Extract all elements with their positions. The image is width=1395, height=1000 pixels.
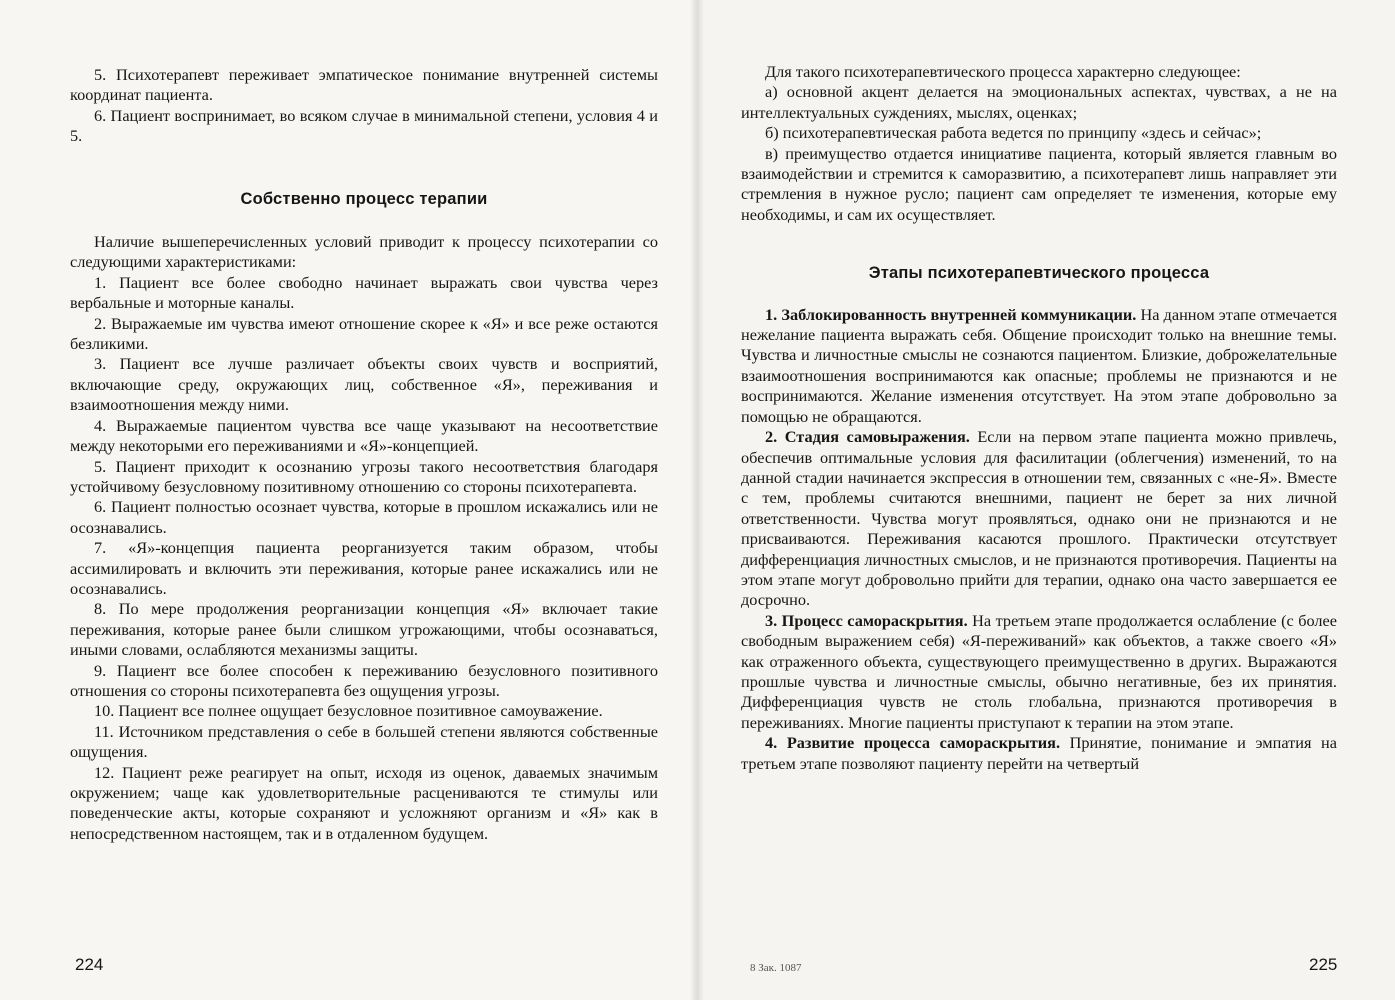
list-item: 12. Пациент реже реагирует на опыт, исходя из оценок, даваемых значимым окружением; чаще как удовлетворительные расцениваются те стимулы или поведенческие акты, которые сохраняют и усложняют организм и «Я» как в непосредственном настоящем, так и в отдаленном будущем. — [70, 762, 658, 843]
list-item: 10. Пациент все полнее ощущает безусловное позитивное самоуважение. — [94, 701, 603, 721]
page-number: 225 — [1309, 955, 1338, 974]
stage-title: 4. Развитие процесса самораскрытия. — [765, 733, 1061, 753]
paragraph: Для такого психотерапевтического процесса характерно следующее: — [765, 62, 1241, 81]
print-signature: 8 Зак. 1087 — [750, 962, 802, 974]
list-item: 1. Пациент все более свободно начинает выражать свои чувства через вербальные и моторные каналы. — [70, 272, 658, 313]
stage-text: На данном этапе отмечается нежелание пациента выражать себя. Общение происходит только на внешние темы. Чувства и личностные смыслы не сознаются пациентом. Близкие, доброжелательные взаимоотношения воспринимаются как опасные; проблемы не признаются и не воспринимаются. Желание изменения отсутствует. На этом этапе добровольно за помощью не обращаются. — [741, 304, 1337, 426]
left-text-column — [70, 65, 658, 844]
stage-paragraph — [741, 733, 1337, 774]
left-page — [0, 0, 697, 1000]
list-item: 9. Пациент все более способен к переживанию безусловного позитивного отношения со стороны психотерапевта без ощущения угрозы. — [70, 660, 658, 700]
section-heading: Собственно процесс терапии — [240, 189, 488, 208]
list-item: 4. Выражаемые пациентом чувства все чаще указывают на несоответствие между некоторыми его переживаниями и «Я»-концепцией. — [70, 415, 658, 456]
list-item: б) психотерапевтическая работа ведется по принципу «здесь и сейчас»; — [765, 123, 1262, 143]
list-item: 8. По мере продолжения реорганизации концепция «Я» включает такие переживания, которые ранее были слишком угрожающими, чтобы осознаваться, иными словами, ослабляются механизмы защиты. — [70, 599, 658, 660]
paragraph: 6. Пациент воспринимает, во всяком случае в минимальной степени, условия 4 и 5. — [70, 105, 658, 146]
stage-text: Принятие, понимание и эмпатия на третьем этапе позволяют пациенту перейти на четвертый — [741, 733, 1337, 773]
right-text-column — [741, 62, 1337, 774]
page-number: 224 — [75, 955, 104, 974]
stage-text: На третьем этапе продолжается ослабление (с более свободным выражением себя) «Я-переживаний» как объектов, а также своего «Я» как отраженного объекта, существующего преимущественно в других. Выражаются прошлые чувства и личностные смыслы, обычно негативные, без их принятия. Дифференциация чувств не столь глобальна, признаются противоречия в переживаниях. Многие пациенты приступают к терапии на этом этапе. — [741, 610, 1337, 732]
paragraph: Наличие вышеперечисленных условий приводит к процессу психотерапии со следующими характеристиками: — [70, 232, 658, 272]
book-gutter-shadow — [690, 0, 704, 1000]
stage-paragraph — [741, 427, 1337, 611]
stage-title: 2. Стадия самовыражения. — [765, 427, 970, 447]
list-item: 7. «Я»-концепция пациента реорганизуется таким образом, чтобы ассимилировать и включить эти переживания, которые ранее искажались или не осознавались. — [70, 538, 658, 598]
list-item: 3. Пациент все лучше различает объекты своих чувств и восприятий, включающие среду, окружающих лиц, собственное «Я», переживания и взаимоотношения между ними. — [70, 354, 658, 415]
list-item: 6. Пациент полностью осознает чувства, которые в прошлом искажались или не осознавались. — [70, 497, 658, 537]
list-item: 5. Пациент приходит к осознанию угрозы такого несоответствия благодаря устойчивому безусловному позитивному отношению со стороны психотерапевта. — [70, 456, 658, 496]
stage-text: Если на первом этапе пациента можно привлечь, обеспечив оптимальные условия для фасилитации (облегчения) изменений, то на данной стадии начинается экспрессия в отношении тем, связанных с «не-Я». Вместе с тем, проблемы считаются внешними, пациент не берет за них личной ответственности. Чувства могут проявляться, однако они не признаются и не присваиваются. Переживания касаются прошлого. Практически отсутствует дифференциация личностных смыслов, и не признаются противоречия. Пациенты на этом этапе могут добровольно прийти для терапии, однако она часто завершается ее досрочно. — [741, 427, 1337, 610]
stage-title: 3. Процесс самораскрытия. — [765, 610, 968, 630]
section-heading: Этапы психотерапевтического процесса — [868, 264, 1210, 283]
list-item: в) преимущество отдается инициативе пациента, который является главным во взаимодействии и стремится к саморазвитию, а психотерапевт лишь направляет эти стремления в нужное русло; пациент сам определяет те изменения, которые ему необходимы, и сам их осуществляет. — [741, 143, 1337, 224]
list-item: 2. Выражаемые им чувства имеют отношение скорее к «Я» и все реже остаются безликими. — [70, 313, 658, 354]
right-page — [697, 0, 1395, 1000]
stage-title: 1. Заблокированность внутренней коммуникации. — [765, 304, 1137, 324]
list-item: 11. Источником представления о себе в большей степени являются собственные ощущения. — [70, 721, 658, 762]
paragraph: 5. Психотерапевт переживает эмпатическое понимание внутренней системы координат пациента. — [70, 65, 658, 105]
list-item: а) основной акцент делается на эмоциональных аспектах, чувствах, а не на интеллектуальных суждениях, мыслях, оценках; — [741, 82, 1337, 122]
stage-paragraph — [741, 305, 1337, 427]
stage-paragraph — [741, 611, 1337, 733]
